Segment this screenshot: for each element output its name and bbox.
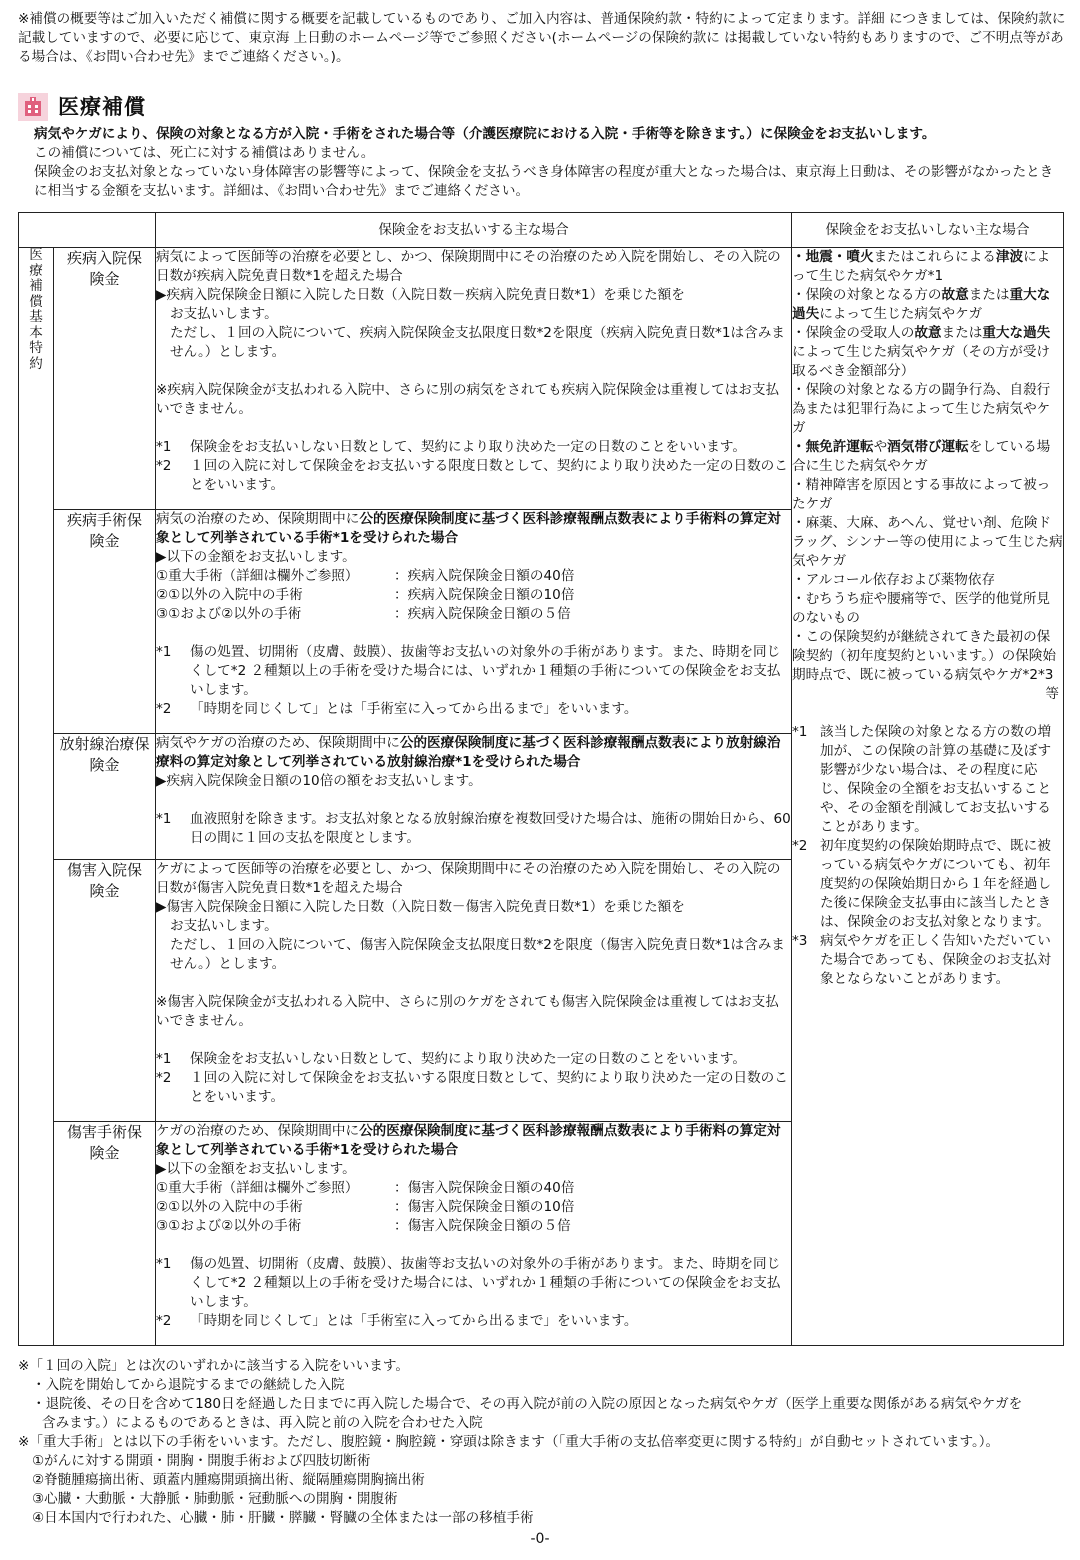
lead-line-2: この補償については、死亡に対する補償はありません。: [34, 145, 375, 161]
hospital-icon: [18, 93, 48, 121]
footer-note: ④日本国内で行われた、心臓・肺・肝臓・膵臓・腎臓の全体または一部の移植手術: [32, 1510, 534, 1526]
footer-note: ③心臓・大動脈・大静脈・肺動脈・冠動脈への開胸・開腹術: [32, 1491, 398, 1507]
nopay-item: ・精神障害を原因とする事故によって被ったケガ: [792, 477, 1051, 512]
nopay-item: ・この保険契約が継続されてきた最初の保険契約（初年度契約といいます。）の保険始期時点で、既に被っている病気やケガ*2*3: [792, 629, 1056, 683]
nopay-cell: [792, 248, 1064, 1346]
table-header-row: [19, 213, 1064, 248]
footer-note: ①がんに対する開頭・開胸・開腹手術および四肢切断術: [32, 1453, 371, 1469]
pay-text: ▶傷害入院保険金日額に入院した日数（入院日数－傷害入院免責日数*1）を乗じた額を: [156, 899, 685, 915]
type-label: 放射線治療保険金: [59, 735, 150, 774]
pay-text: ただし、１回の入院について、疾病入院保険金支払限度日数*2を限度（疾病入院免責日数*1は含みません。）とします。: [170, 325, 785, 360]
nopay-item: ・アルコール依存および薬物依存: [792, 572, 996, 588]
footer-note: ②脊髄腫瘍摘出術、頭蓋内腫瘍開頭摘出術、縦隔腫瘍開胸摘出術: [32, 1472, 425, 1488]
pay-text: ▶疾病入院保険金日額に入院した日数（入院日数－疾病入院免責日数*1）を乗じた額を: [156, 287, 685, 303]
pay-item: ③①および②以外の手術 ：傷害入院保険金日額の５倍: [156, 1218, 571, 1234]
header-nopay: 保険金をお支払いしない主な場合: [792, 213, 1064, 248]
pay-item: ③①および②以外の手術 ：疾病入院保険金日額の５倍: [156, 606, 571, 622]
type-cell: [54, 1122, 156, 1346]
pay-text: ▶以下の金額をお支払いします。: [156, 1161, 356, 1177]
type-label: 疾病入院保険金: [66, 249, 142, 288]
pay-cell: [156, 1122, 792, 1346]
section-header: [18, 92, 146, 122]
nopay-etc: 等: [1045, 686, 1059, 702]
header-blank: [19, 213, 156, 248]
pay-text: ▶疾病入院保険金日額の10倍の額をお支払いします。: [156, 773, 482, 789]
footer-note: 含みます。）によるものであるときは、再入院と前の入院を合わせた入院: [42, 1415, 483, 1431]
pay-text: ※傷害入院保険金が支払われる入院中、さらに別のケガをされても傷害入院保険金は重複してはお支払いできません。: [156, 994, 779, 1029]
pay-note: *1 傷の処置、切開術（皮膚、鼓膜）、抜歯等お支払いの対象外の手術があります。また、時期を同じくして*2 ２種類以上の手術を受けた場合には、いずれか１種類の手術についての保険金をお支払いします。: [156, 644, 781, 698]
pay-item: ②①以外の入院中の手術 ：疾病入院保険金日額の10倍: [156, 587, 575, 603]
section-lead: [34, 125, 1064, 201]
group-label: 医療補償基本特約: [29, 247, 43, 372]
pay-text: ただし、１回の入院について、傷害入院保険金支払限度日数*2を限度（傷害入院免責日数*1は含みません。）とします。: [170, 937, 785, 972]
pay-text: ※疾病入院保険金が支払われる入院中、さらに別の病気をされても疾病入院保険金は重複してはお支払いできません。: [156, 382, 780, 417]
nopay-item: ・麻薬、大麻、あへん、覚せい剤、危険ドラッグ、シンナー等の使用によって生じた病気やケガ: [792, 515, 1063, 569]
nopay-note: *1 該当した保険の対象となる方の数の増加が、この保険の計算の基礎に及ぼす影響が少ない場合は、その程度に応じ、保険金の全額をお支払いすることや、その金額を削減してお支払いすることがあります。: [792, 724, 1052, 835]
pay-item: ②①以外の入院中の手術 ：傷害入院保険金日額の10倍: [156, 1199, 575, 1215]
header-pay: 保険金をお支払いする主な場合: [156, 213, 792, 248]
pay-item: ①重大手術（詳細は欄外ご参照） ：疾病入院保険金日額の40倍: [156, 568, 575, 584]
type-cell: [54, 248, 156, 510]
group-label-cell: [19, 248, 54, 1346]
coverage-table: [18, 212, 1064, 1346]
pay-text: お支払いします。: [170, 918, 278, 934]
type-cell: [54, 510, 156, 734]
pay-item: ①重大手術（詳細は欄外ご参照） ：傷害入院保険金日額の40倍: [156, 1180, 575, 1196]
pay-note: *2 １回の入院に対して保険金をお支払いする限度日数として、契約により取り決めた一定の日数のことをいいます。: [156, 1070, 788, 1105]
footer-notes: [18, 1357, 1068, 1528]
pay-text: 病気やケガの治療のため、保険期間中に公的医療保険制度に基づく医科診療報酬点数表により放射線治療料の算定対象として列挙されている放射線治療*1を受けられた場合: [156, 735, 781, 770]
nopay-item: ・保険金の受取人の故意または重大な過失によって生じた病気やケガ（その方が受け取るべき金額部分）: [792, 325, 1051, 379]
pay-note: *2 １回の入院に対して保険金をお支払いする限度日数として、契約により取り決めた一定の日数のことをいいます。: [156, 458, 788, 493]
type-label: 傷害手術保険金: [66, 1123, 142, 1162]
nopay-item: ・保険の対象となる方の故意または重大な過失によって生じた病気やケガ: [792, 287, 1051, 322]
pay-note: *1 保険金をお支払いしない日数として、契約により取り決めた一定の日数のことをいいます。: [156, 1051, 746, 1067]
pay-note: *1 傷の処置、切開術（皮膚、鼓膜）、抜歯等お支払いの対象外の手術があります。また、時期を同じくして*2 ２種類以上の手術を受けた場合には、いずれか１種類の手術についての保険金をお支払いします。: [156, 1256, 781, 1310]
pay-cell: [156, 510, 792, 734]
section-title: 医療補償: [58, 94, 146, 119]
footer-note: ※「１回の入院」とは次のいずれかに該当する入院をいいます。: [18, 1358, 409, 1374]
pay-text: ケガによって医師等の治療を必要とし、かつ、保険期間中にその治療のため入院を開始し、その入院の日数が傷害入院免責日数*1を超えた場合: [156, 861, 781, 896]
nopay-item: ・保険の対象となる方の闘争行為、自殺行為または犯罪行為によって生じた病気やケガ: [792, 382, 1051, 436]
pay-note: *2 「時期を同じくして」とは「手術室に入ってから出るまで」をいいます。: [156, 701, 638, 717]
footer-note: ※「重大手術」とは以下の手術をいいます。ただし、腹腔鏡・胸腔鏡・穿頭は除きます（「重大手術の支払倍率変更に関する特約」が自動セットされています。）。: [18, 1434, 1000, 1450]
nopay-item: ・無免許運転や酒気帯び運転をしている場合に生じた病気やケガ: [792, 439, 1051, 474]
footer-note: ・退院後、その日を含めて180日を経過した日までに再入院した場合で、その再入院が前の入院の原因となった病気やケガ（医学上重要な関係がある病気やケガを: [32, 1396, 1023, 1412]
pay-text: 病気の治療のため、保険期間中に公的医療保険制度に基づく医科診療報酬点数表により手術料の算定対象として列挙されている手術*1を受けられた場合: [156, 511, 781, 546]
lead-line-3: 保険金のお支払対象となっていない身体障害の影響等によって、保険金を支払うべき身体障害の程度が重大となった場合は、東京海上日動は、その影響がなかったときに相当する金額を支払います。詳細は、《お問い合わせ先》までご連絡ください。: [34, 164, 1054, 199]
lead-bold: 病気やケガにより、保険の対象となる方が入院・手術をされた場合等（介護医療院における入院・手術等を除きます。）に保険金をお支払いします。: [34, 126, 936, 142]
table-row: [19, 248, 1064, 510]
nopay-note: *3 病気やケガを正しく告知いただいていた場合であっても、保険金のお支払対象とならないことがあります。: [792, 933, 1051, 987]
pay-note: *2 「時期を同じくして」とは「手術室に入ってから出るまで」をいいます。: [156, 1313, 638, 1329]
nopay-item: ・地震・噴火またはこれらによる津波によって生じた病気やケガ*1: [792, 249, 1051, 284]
page-number: -0-: [530, 1531, 550, 1547]
pay-note: *1 保険金をお支払いしない日数として、契約により取り決めた一定の日数のことをいいます。: [156, 439, 746, 455]
footer-note: ・入院を開始してから退院するまでの継続した入院: [32, 1377, 345, 1393]
type-label: 傷害入院保険金: [66, 861, 142, 900]
nopay-item: ・むちうち症や腰痛等で、医学的他覚所見のないもの: [792, 591, 1051, 626]
pay-cell: [156, 860, 792, 1122]
pay-text: お支払いします。: [170, 306, 278, 322]
pay-note: *1 血液照射を除きます。お支払対象となる放射線治療を複数回受けた場合は、施術の開始日から、60日の間に１回の支払を限度とします。: [156, 811, 791, 846]
pay-text: ▶以下の金額をお支払いします。: [156, 549, 356, 565]
pay-cell: [156, 734, 792, 860]
pay-text: ケガの治療のため、保険期間中に公的医療保険制度に基づく医科診療報酬点数表により手術料の算定対象として列挙されている手術*1を受けられた場合: [156, 1123, 781, 1158]
pay-cell: [156, 248, 792, 510]
nopay-note: *2 初年度契約の保険始期時点で、既に被っている病気やケガについても、初年度契約の保険始期日から１年を経過した後に保険金支払事由に該当したときは、保険金のお支払対象となります。: [792, 838, 1052, 930]
intro-text: ※補償の概要等はご加入いただく補償に関する概要を記載しているものであり、ご加入内容は、普通保険約款・特約によって定まります。詳細 につきましては、保険約款に記載していますので、必要に応じて、東京海 上日動のホームページ等でご参照ください(ホームページの保険約款に は掲載していない特約もありますので、ご不明点等がある場合は、《お問い合わせ先》までご連絡ください。)。: [18, 11, 1066, 65]
type-label: 疾病手術保険金: [66, 511, 142, 550]
type-cell: [54, 734, 156, 860]
type-cell: [54, 860, 156, 1122]
pay-text: 病気によって医師等の治療を必要とし、かつ、保険期間中にその治療のため入院を開始し、その入院の日数が疾病入院免責日数*1を超えた場合: [156, 249, 781, 284]
